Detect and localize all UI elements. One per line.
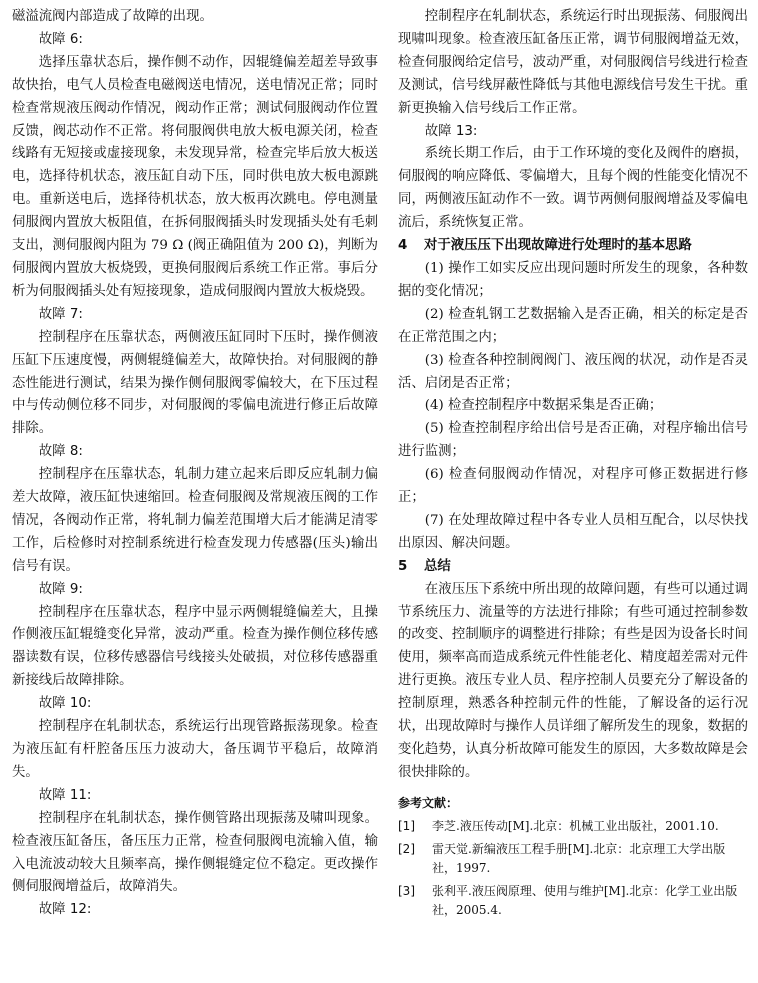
reference-list (398, 817, 748, 920)
section-number: 5 (398, 558, 408, 574)
fault-heading: 故障 8: (38, 444, 83, 460)
paragraph: 控制程序在轧制状态，操作侧管路出现振荡及啸叫现象。检查液压缸备压，备压压力正常，检查伺服阀电流输入值，输入电流波动较大且频率高，操作侧辊缝定位不稳定。更改操作侧伺服阀增益后，故障消失。 (12, 810, 378, 895)
paragraph: (2) 检查轧钢工艺数据输入是否正确，相关的标定是否在正常范围之内； (398, 306, 748, 345)
paragraph: (3) 检查各种控制阀阀门、液压阀的状况，动作是否灵活、启闭是否正常； (398, 352, 748, 391)
fault-heading: 故障 12: (38, 902, 92, 918)
reference-item (398, 817, 748, 836)
references-heading: 参考文献： (398, 795, 459, 810)
right-column-body (398, 6, 748, 785)
reference-item (398, 882, 748, 920)
paragraph: (1) 操作工如实反应出现问题时所发生的现象，各种数据的变化情况； (398, 260, 748, 299)
paragraph: 控制程序在轧制状态，系统运行出现管路振荡现象。检查为液压缸有杆腔备压压力波动大，备压调节平稳后，故障消失。 (12, 719, 378, 780)
fault-heading: 故障 10: (38, 696, 92, 712)
paragraph: (7) 在处理故障过程中各专业人员相互配合，以尽快找出原因、解决问题。 (398, 512, 748, 551)
paragraph: 选择压靠状态后，操作侧不动作，因辊缝偏差超差导致事故快抬，电气人员检查电磁阀送电情况，送电情况正常；同时检查常规液压阀动作情况，阀动作正常；测试伺服阀动作位置反馈，阀芯动作不正常。将伺服阀供电放大板电源关闭，检查线路有无短接或虚接现象，未发现异常，检查完毕后放大板送电，选择待机状态，液压缸自动下压，同时供电放大板电源跳电。重新送电后，选择待机状态，放大板再次跳电。停电测量伺服阀内置放大板阻值，在拆伺服阀插头时发现插头处有毛刺支出，测伺服阀内阻为 79 Ω (阀正确阻值为 200 Ω)，判断为伺服阀内置放大板烧毁，更换伺服阀后系统工作正常。事后分析为伺服阀插头处有短接现象，造成伺服阀内置放大板烧毁。 (12, 54, 378, 299)
paragraph: 控制程序在轧制状态，系统运行时出现振荡、伺服阀出现啸叫现象。检查液压缸备压正常，调节伺服阀增益无效，检查伺服阀给定信号，波动严重，对伺服阀信号线进行检查及测试，信号线屏蔽性降低与其他电源线信号发生干扰。重新更换输入信号线后工作正常。 (398, 9, 748, 116)
paragraph: 系统长期工作后，由于工作环境的变化及阀件的磨损，伺服阀的响应降低、零偏增大，且每个阀的性能变化情况不同，两侧液压缸动作不一致。调节两侧伺服阀增益及零偏电流后，系统恢复正常。 (398, 146, 748, 231)
reference-item (398, 840, 748, 878)
reference-text: 李芝.液压传动[M].北京：机械工业出版社，2001.10. (432, 818, 719, 833)
paragraph: (6) 检查伺服阀动作情况，对程序可修正数据进行修正； (398, 467, 748, 506)
reference-text: 雷天觉.新编液压工程手册[M].北京：北京理工大学出版社，1997. (432, 841, 726, 875)
fault-heading: 故障 9: (38, 581, 83, 597)
section-title: 对于液压压下出现故障进行处理时的基本思路 (424, 238, 692, 254)
reference-number: [3] (398, 883, 415, 898)
reference-text: 张利平.液压阀原理、使用与维护[M].北京：化学工业出版社，2005.4. (432, 883, 738, 917)
fault-heading: 故障 7: (38, 306, 83, 322)
section-heading (398, 556, 748, 579)
references (398, 793, 748, 920)
reference-number: [2] (398, 841, 415, 856)
section-title: 总结 (424, 558, 451, 574)
fault-heading: 故障 13: (424, 123, 478, 139)
reference-number: [1] (398, 818, 415, 833)
paragraph: 控制程序在压靠状态，程序中显示两侧辊缝偏差大，且操作侧液压缸辊缝变化异常，波动严重。检查为操作侧位移传感器读数有误，位移传感器信号线接头处破损，对位移传感器重新接线后故障排除。 (12, 604, 378, 689)
fault-heading: 故障 6: (38, 31, 83, 47)
left-column (12, 6, 378, 922)
paragraph: 控制程序在压靠状态，两侧液压缸同时下压时，操作侧液压缸下压速度慢，两侧辊缝偏差大，故障快抬。对伺服阀的静态性能进行测试，结果为操作侧伺服阀零偏较大，在下压过程中与传动侧位移不同步，对伺服阀的零偏电流进行修正后故障排除。 (12, 329, 378, 437)
paragraph: 在液压压下系统中所出现的故障问题，有些可以通过调节系统压力、流量等的方法进行排除；有些可通过控制参数的改变、控制顺序的调整进行排除；有些是因为设备长时间使用，频率高而造成系统元件性能老化、精度超差需对元件进行更换。液压专业人员、程序控制人员要充分了解设备的控制原理，熟悉各种控制元件的性能，了解设备的运行况状，出现故障时与操作人员详细了解所发生的现象，数据的变化趋势，认真分析故障可能发生的原因，大多数故障是会很快排除的。 (398, 581, 748, 780)
section-heading (398, 235, 748, 258)
section-number: 4 (398, 238, 408, 254)
paragraph: (5) 检查控制程序给出信号是否正确，对程序输出信号进行监测； (398, 421, 748, 460)
paragraph: 控制程序在压靠状态，轧制力建立起来后即反应轧制力偏差大故障，液压缸快速缩回。检查伺服阀及常规液压阀的工作情况，各阀动作正常，将轧制力偏差范围增大后才能满足清零工作，后检修时对控制系统进行检查发现力传感器(压头)输出信号有误。 (12, 467, 378, 574)
right-column (398, 6, 748, 924)
paragraph: 磁溢流阀内部造成了故障的出现。 (12, 9, 213, 24)
paragraph: (4) 检查控制程序中数据采集是否正确； (424, 398, 663, 414)
fault-heading: 故障 11: (38, 787, 92, 803)
